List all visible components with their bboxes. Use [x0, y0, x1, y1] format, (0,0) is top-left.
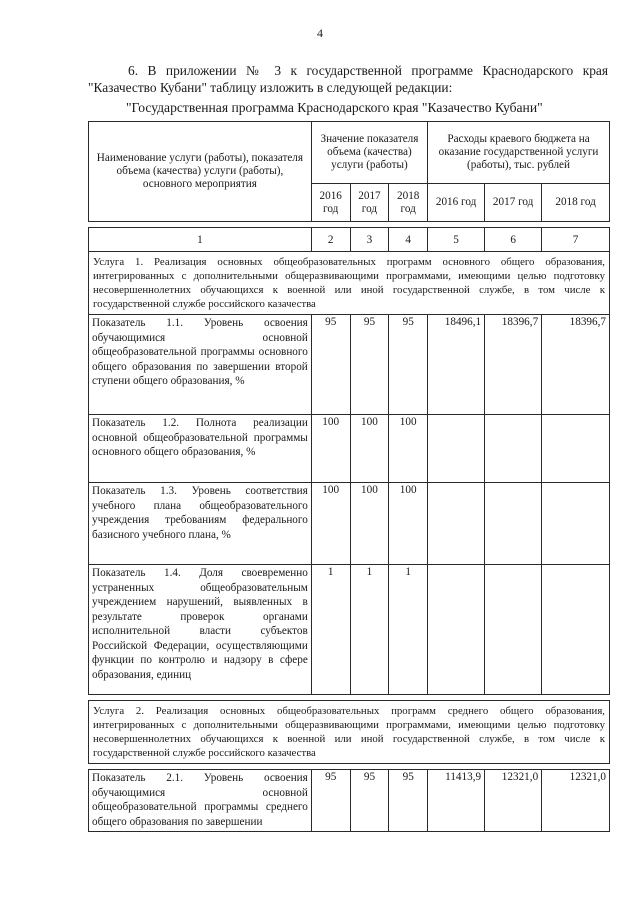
expense-2018: 12321,0 [542, 770, 610, 832]
budget-table [88, 121, 610, 832]
expense-2016 [428, 483, 485, 565]
expense-2017 [485, 415, 542, 483]
expense-2016 [428, 415, 485, 483]
expense-2018 [542, 565, 610, 695]
header-year: 2017 год [350, 184, 389, 222]
expense-2016 [428, 565, 485, 695]
column-number: 4 [389, 228, 428, 252]
table-row [89, 565, 610, 695]
value-2016: 95 [311, 770, 350, 832]
value-2017: 1 [350, 565, 389, 695]
intro-paragraph: 6. В приложении № 3 к государственной программе Краснодарского края "Казачество Кубани" таблицу изложить в следующей редакции: [88, 63, 608, 95]
header-year: 2016 год [311, 184, 350, 222]
header-name: Наименование услуги (работы), показателя объема (качества) услуги (работы), основного мероприятия [89, 122, 312, 222]
table-row [89, 483, 610, 565]
document-title: "Государственная программа Краснодарского края "Казачество Кубани" [126, 100, 543, 115]
header-year: 2018 год [542, 184, 610, 222]
value-2018: 100 [389, 415, 428, 483]
indicator-name: Показатель 2.1. Уровень освоения обучающимися основной общеобразовательной программы среднего общего образования по завершении [89, 770, 312, 832]
expense-2018: 18396,7 [542, 315, 610, 415]
indicator-name: Показатель 1.3. Уровень соответствия учебного плана общеобразовательного учреждения требованиям федерального базисного учебного плана, % [89, 483, 312, 565]
expense-2016: 18496,1 [428, 315, 485, 415]
expense-2017 [485, 483, 542, 565]
header-year: 2017 год [485, 184, 542, 222]
value-2016: 100 [311, 415, 350, 483]
table-row [89, 415, 610, 483]
value-2017: 95 [350, 315, 389, 415]
indicator-name: Показатель 1.2. Полнота реализации основной общеобразовательной программы основного общего образования, % [89, 415, 312, 483]
expense-2018 [542, 483, 610, 565]
column-number-row [89, 228, 610, 252]
column-number: 7 [542, 228, 610, 252]
value-2016: 100 [311, 483, 350, 565]
table-row [89, 770, 610, 832]
intro-block [88, 62, 608, 96]
value-2016: 1 [311, 565, 350, 695]
expense-2017: 18396,7 [485, 315, 542, 415]
column-number: 6 [485, 228, 542, 252]
value-2017: 100 [350, 415, 389, 483]
table-row [89, 315, 610, 415]
expense-2018 [542, 415, 610, 483]
value-2018: 100 [389, 483, 428, 565]
indicator-name: Показатель 1.1. Уровень освоения обучающимися основной общеобразовательной программы основного общего образования по завершении второй ступени общего образования, % [89, 315, 312, 415]
value-2016: 95 [311, 315, 350, 415]
header-year: 2018 год [389, 184, 428, 222]
column-number: 1 [89, 228, 312, 252]
header-year: 2016 год [428, 184, 485, 222]
expense-2017 [485, 565, 542, 695]
column-number: 5 [428, 228, 485, 252]
column-number: 3 [350, 228, 389, 252]
page-number: 4 [317, 26, 323, 40]
indicator-name: Показатель 1.4. Доля своевременно устраненных общеобразовательным учреждением нарушений, выявленных в результате проверок органами исполнительной власти субъектов Российской Федерации, осуществляющими функции по контролю и надзору в сфере образования, единиц [89, 565, 312, 695]
value-2017: 100 [350, 483, 389, 565]
header-expense-group: Расходы краевого бюджета на оказание государственной услуги (работы), тыс. рублей [428, 122, 610, 184]
header-indicator-group: Значение показателя объема (качества) услуги (работы) [311, 122, 427, 184]
value-2017: 95 [350, 770, 389, 832]
service-2-title: Услуга 2. Реализация основных общеобразовательных программ среднего общего образования, интегрированных с дополнительными общеразвивающими программами, имеющими целью подготовку несовершеннолетних обучающихся к военной или иной государственной службе, в том числе к государственной службе российского казачества [89, 701, 610, 764]
value-2018: 1 [389, 565, 428, 695]
value-2018: 95 [389, 315, 428, 415]
expense-2016: 11413,9 [428, 770, 485, 832]
column-number: 2 [311, 228, 350, 252]
value-2018: 95 [389, 770, 428, 832]
service-1-title: Услуга 1. Реализация основных общеобразовательных программ основного общего образования, интегрированных с дополнительными общеразвивающими программами, имеющими целью подготовку несовершеннолетних обучающихся к военной или иной государственной службе, в том числе к государственной службе российского казачества [89, 252, 610, 315]
expense-2017: 12321,0 [485, 770, 542, 832]
